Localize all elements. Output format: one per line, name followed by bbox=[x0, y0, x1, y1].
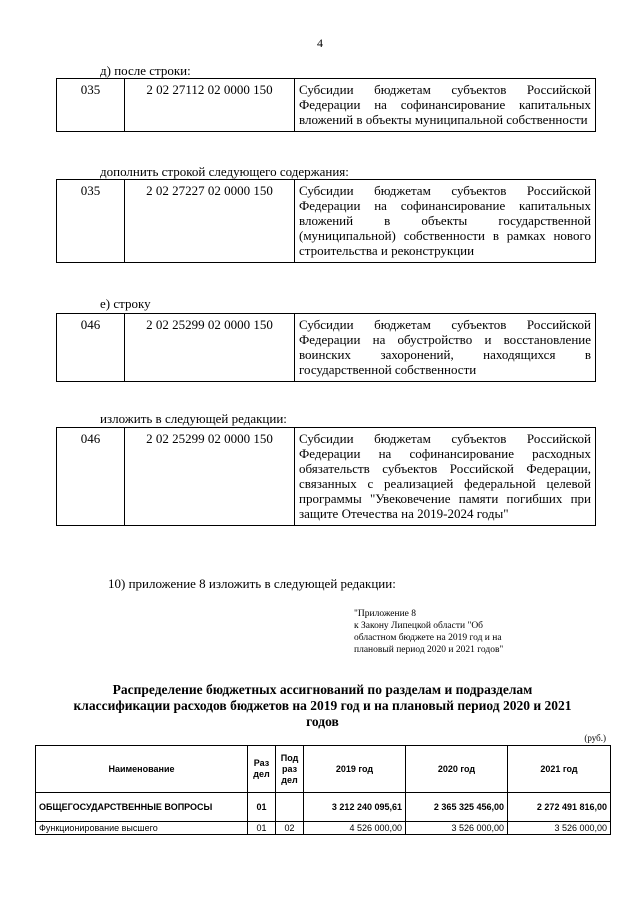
row-podrazdel: 02 bbox=[276, 822, 304, 835]
amend-table-e bbox=[56, 313, 596, 382]
kbk-code: 2 02 27227 02 0000 150 bbox=[125, 180, 295, 263]
item-10: 10) приложение 8 изложить в следующей редакции: bbox=[108, 576, 396, 591]
caption-d: д) после строки: bbox=[100, 63, 191, 78]
income-description: Субсидии бюджетам субъектов Российской Федерации на обустройство и восстановление воинских захоронений, находящихся в государственной собственности bbox=[295, 314, 596, 382]
appendix-line: плановый период 2020 и 2021 годов" bbox=[354, 645, 504, 655]
kbk-code: 2 02 25299 02 0000 150 bbox=[125, 314, 295, 382]
header-2019: 2019 год bbox=[304, 746, 406, 793]
header-podrazdel: Под раз дел bbox=[276, 746, 304, 793]
appendix-line: к Закону Липецкой области "Об bbox=[354, 621, 484, 631]
appendix-line: областном бюджете на 2019 год и на bbox=[354, 633, 502, 643]
kbk-code: 2 02 27112 02 0000 150 bbox=[125, 79, 295, 132]
table-row bbox=[57, 314, 596, 382]
header-2021: 2021 год bbox=[508, 746, 611, 793]
header-razdel: Раз дел bbox=[248, 746, 276, 793]
table-row bbox=[57, 180, 596, 263]
budget-code: 046 bbox=[57, 428, 125, 526]
caption-e: е) строку bbox=[100, 296, 151, 311]
amend-table-new bbox=[56, 427, 596, 526]
caption-new: изложить в следующей редакции: bbox=[100, 411, 287, 426]
table-row bbox=[57, 79, 596, 132]
income-description: Субсидии бюджетам субъектов Российской Федерации на софинансирование капитальных вложений в объекты государственной (муниципальной) собственности в рамках нового строительства и реконструкции bbox=[295, 180, 596, 263]
income-description: Субсидии бюджетам субъектов Российской Федерации на софинансирование капитальных вложений в объекты муниципальной собственности bbox=[295, 79, 596, 132]
unit-label: (руб.) bbox=[584, 733, 606, 743]
row-name: ОБЩЕГОСУДАРСТВЕННЫЕ ВОПРОСЫ bbox=[36, 793, 248, 822]
header-name: Наименование bbox=[36, 746, 248, 793]
row-2020: 2 365 325 456,00 bbox=[406, 793, 508, 822]
row-2019: 3 212 240 095,61 bbox=[304, 793, 406, 822]
appendix-line: "Приложение 8 bbox=[354, 609, 416, 619]
row-razdel: 01 bbox=[248, 793, 276, 822]
row-2020: 3 526 000,00 bbox=[406, 822, 508, 835]
row-name: Функционирование высшего bbox=[36, 822, 248, 835]
income-description: Субсидии бюджетам субъектов Российской Федерации на софинансирование расходных обязательств субъектов Российской Федерации, связанных с реализацией федеральной целевой программы "Увековечение памяти погибших при защите Отечества на 2019-2024 годы" bbox=[295, 428, 596, 526]
document-title: Распределение бюджетных ассигнований по разделам и подразделам классификации расходов бюджетов на 2019 год и на плановый период 2020 и 2021 годов bbox=[73, 682, 572, 729]
amend-table-d bbox=[56, 78, 596, 132]
row-2019: 4 526 000,00 bbox=[304, 822, 406, 835]
budget-code: 046 bbox=[57, 314, 125, 382]
row-razdel: 01 bbox=[248, 822, 276, 835]
kbk-code: 2 02 25299 02 0000 150 bbox=[125, 428, 295, 526]
budget-code: 035 bbox=[57, 180, 125, 263]
page-number: 4 bbox=[317, 36, 323, 50]
caption-add: дополнить строкой следующего содержания: bbox=[100, 164, 349, 179]
row-2021: 3 526 000,00 bbox=[508, 822, 611, 835]
budget-code: 035 bbox=[57, 79, 125, 132]
table-row bbox=[57, 428, 596, 526]
row-podrazdel bbox=[276, 793, 304, 822]
appendix-note bbox=[354, 608, 569, 656]
budget-table bbox=[35, 745, 611, 835]
table-row bbox=[36, 793, 611, 822]
row-2021: 2 272 491 816,00 bbox=[508, 793, 611, 822]
amend-table-add bbox=[56, 179, 596, 263]
header-2020: 2020 год bbox=[406, 746, 508, 793]
table-header-row bbox=[36, 746, 611, 793]
table-row bbox=[36, 822, 611, 835]
